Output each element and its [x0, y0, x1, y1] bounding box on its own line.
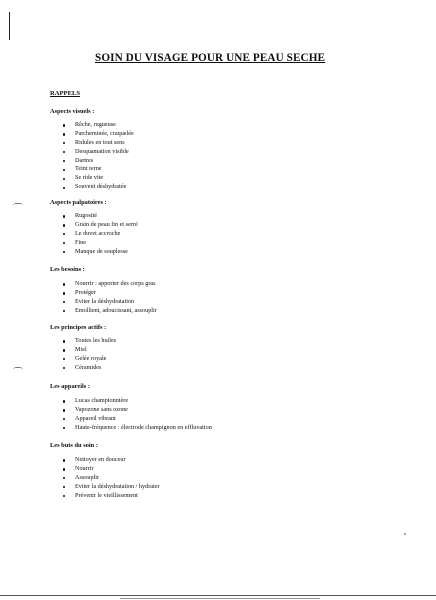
page-title: SOIN DU VISAGE POUR UNE PEAU SECHE	[95, 52, 326, 64]
list-item: Nourrir : apporter des corps gras	[0, 280, 157, 289]
bullet-list	[0, 337, 116, 373]
bullet-list	[0, 121, 134, 192]
list-item: Emollient, adoucissant, assouplir	[0, 307, 157, 316]
list-item: Desquamation visible	[0, 148, 134, 157]
section-heading: Les appareils :	[50, 383, 91, 390]
binding-mark	[9, 12, 10, 40]
bullet-list	[0, 280, 157, 316]
list-item: Miel	[0, 346, 116, 355]
list-item: Prévenir le vieillissement	[0, 492, 160, 501]
list-item: Nourrir	[0, 465, 160, 474]
list-item: Fine	[0, 239, 138, 248]
bullet-list	[0, 397, 212, 433]
list-item: Rugosité	[0, 212, 138, 221]
list-item: Dartres	[0, 157, 134, 166]
list-item: Eviter la déshydratation	[0, 298, 157, 307]
list-item: Rêche, rugueuse	[0, 121, 134, 130]
list-item: Grain de peau fin et serré	[0, 221, 138, 230]
hole-punch-mark-icon: ⌒	[13, 368, 23, 379]
scan-speck	[404, 533, 406, 535]
rappels-heading: RAPPELS	[50, 90, 81, 97]
list-item: Souvent déshydratée	[0, 183, 134, 192]
list-item: Se ride vite	[0, 174, 134, 183]
list-item: Nettoyer en douceur	[0, 456, 160, 465]
list-item: Parcheminée, craquelée	[0, 130, 134, 139]
page-bottom-edge	[0, 595, 436, 596]
list-item: Le duvet accroche	[0, 230, 138, 239]
list-item: Protéger	[0, 289, 157, 298]
list-item: Toutes les huiles	[0, 337, 116, 346]
list-item: Manque de souplesse	[0, 248, 138, 257]
list-item: Lucas championnière	[0, 397, 212, 406]
list-item: Eviter la déshydratation / hydrater	[0, 483, 160, 492]
page-bottom-edge-shadow	[120, 598, 320, 599]
list-item: Haute-fréquence : électrode champignon en effluvation	[0, 424, 212, 433]
section-heading: Aspects visuels :	[50, 108, 95, 115]
section-heading: Les principes actifs :	[50, 324, 107, 331]
bullet-list	[0, 456, 160, 500]
bullet-list	[0, 212, 138, 256]
section-heading: Les besoins :	[50, 266, 85, 273]
section-heading: Aspects palpatoires :	[50, 199, 107, 206]
list-item: Céramides	[0, 364, 116, 373]
hole-punch-mark-icon: ⌒	[13, 204, 23, 215]
section-heading: Les buts du soin :	[50, 442, 98, 449]
list-item: Gelée royale	[0, 355, 116, 364]
list-item: Ridules en tout sens	[0, 139, 134, 148]
list-item: Appareil vibrant	[0, 415, 212, 424]
list-item: Vapozone sans ozone	[0, 406, 212, 415]
list-item: Assouplir	[0, 474, 160, 483]
list-item: Teint terne	[0, 165, 134, 174]
